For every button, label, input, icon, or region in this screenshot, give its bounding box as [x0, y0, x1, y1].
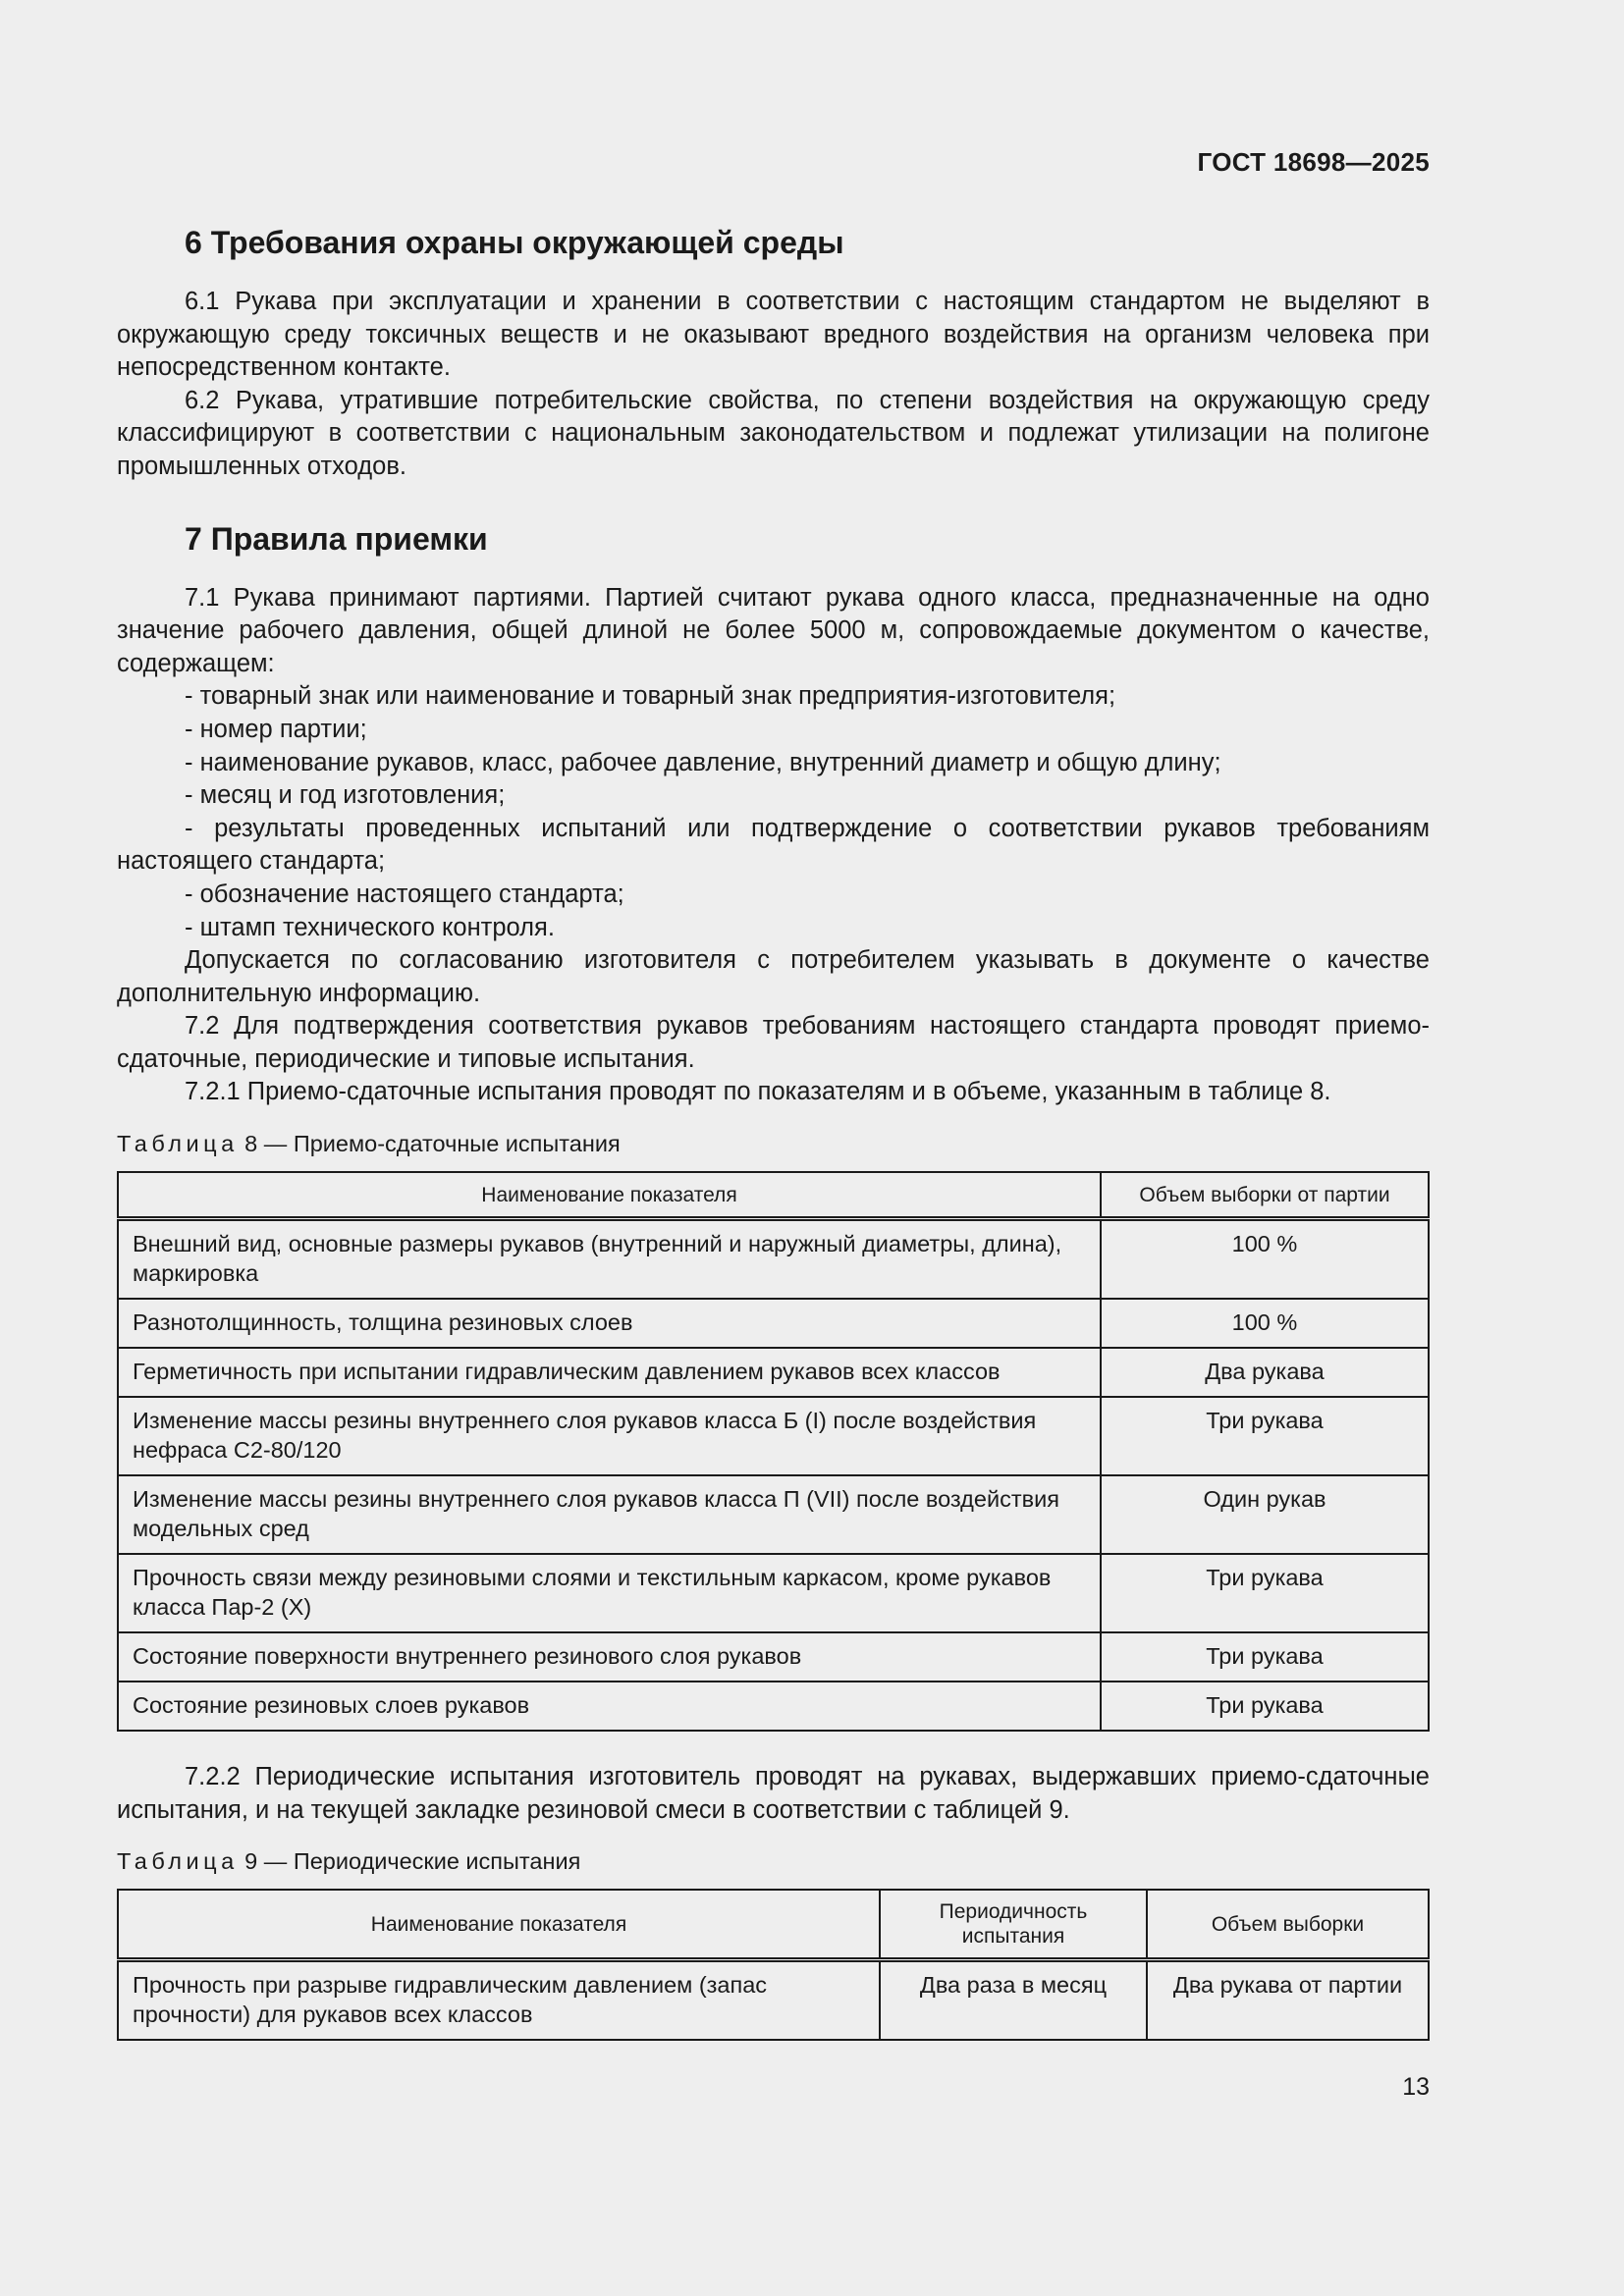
cell-indicator: Внешний вид, основные размеры рукавов (внутренний и наружный диаметры, длина), маркировка	[118, 1219, 1101, 1300]
table-row	[118, 1960, 1429, 2041]
section-7-title: 7 Правила приемки	[185, 520, 488, 557]
table-row	[118, 1475, 1429, 1554]
cell-indicator: Разнотолщинность, толщина резиновых слоев	[118, 1299, 1101, 1348]
list-item: - результаты проведенных испытаний или подтверждение о соответствии рукавов требованиям настоящего стандарта;	[117, 814, 1430, 876]
column-header-name: Наименование показателя	[118, 1172, 1101, 1219]
paragraph-7-1: 7.1 Рукава принимают партиями. Партией считают рукава одного класса, предназначенные на одно значение рабочего давления, общей длиной не более 5000 м, сопровождаемые документом о качестве, содержащем:	[117, 583, 1430, 677]
table-9-caption-word: Таблица	[117, 1848, 239, 1875]
paragraph-7-2: 7.2 Для подтверждения соответствия рукавов требованиям настоящего стандарта проводят приемо-сдаточные, периодические и типовые испытания.	[117, 1012, 1430, 1073]
table-9-caption-text: 9 — Периодические испытания	[238, 1848, 581, 1875]
column-header-name: Наименование показателя	[118, 1890, 880, 1960]
cell-sample: Три рукава	[1101, 1554, 1429, 1632]
table-row	[118, 1219, 1429, 1300]
list-item: - штамп технического контроля.	[185, 913, 555, 941]
quality-document-contents-list	[117, 680, 1430, 944]
cell-indicator: Прочность связи между резиновыми слоями и текстильным каркасом, кроме рукавов класса Пар-2 (X)	[118, 1554, 1101, 1632]
table-header-row	[118, 1890, 1429, 1960]
cell-indicator: Прочность при разрыве гидравлическим давлением (запас прочности) для рукавов всех классов	[118, 1960, 880, 2041]
cell-indicator: Состояние резиновых слоев рукавов	[118, 1682, 1101, 1731]
page-number: 13	[1402, 2073, 1430, 2101]
table-header-row	[118, 1172, 1429, 1219]
column-header-periodicity: Периодичность испытания	[880, 1890, 1147, 1960]
table-row	[118, 1348, 1429, 1397]
cell-periodicity: Два раза в месяц	[880, 1960, 1147, 2041]
table-8-caption-word: Таблица	[117, 1131, 239, 1157]
list-item: - товарный знак или наименование и товарный знак предприятия-изготовителя;	[185, 682, 1116, 711]
cell-indicator: Герметичность при испытании гидравлическим давлением рукавов всех классов	[118, 1348, 1101, 1397]
table-8-caption	[117, 1129, 1430, 1158]
table-9-caption	[117, 1846, 1430, 1876]
paragraph-allowed: Допускается по согласованию изготовителя с потребителем указывать в документе о качестве дополнительную информацию.	[117, 946, 1430, 1007]
table-8	[117, 1171, 1430, 1732]
cell-sample: Два рукава	[1101, 1348, 1429, 1397]
table-row	[118, 1682, 1429, 1731]
cell-sample: Два рукава от партии	[1147, 1960, 1429, 2041]
list-item: - обозначение настоящего стандарта;	[185, 880, 624, 908]
paragraph-6-1: 6.1 Рукава при эксплуатации и хранении в соответствии с настоящим стандартом не выделяют в окружающую среду токсичных веществ и не оказывают вредного воздействия на организм человека при непосредственном контакте.	[117, 288, 1430, 382]
paragraph-7-2-1: 7.2.1 Приемо-сдаточные испытания проводят по показателям и в объеме, указанным в таблице 8.	[185, 1078, 1331, 1106]
cell-sample: Один рукав	[1101, 1475, 1429, 1554]
list-item: - наименование рукавов, класс, рабочее давление, внутренний диаметр и общую длину;	[185, 748, 1221, 776]
column-header-sample: Объем выборки от партии	[1101, 1172, 1429, 1219]
list-item: - номер партии;	[185, 715, 367, 743]
table-row	[118, 1554, 1429, 1632]
cell-indicator: Состояние поверхности внутреннего резинового слоя рукавов	[118, 1632, 1101, 1682]
cell-sample: Три рукава	[1101, 1632, 1429, 1682]
table-9	[117, 1889, 1430, 2041]
cell-indicator: Изменение массы резины внутреннего слоя рукавов класса Б (I) после воздействия нефраса С2-80/120	[118, 1397, 1101, 1475]
paragraph-7-2-2: 7.2.2 Периодические испытания изготовитель проводят на рукавах, выдержавших приемо-сдаточные испытания, и на текущей закладке резиновой смеси в соответствии с таблицей 9.	[117, 1763, 1430, 1824]
table-row	[118, 1299, 1429, 1348]
column-header-sample: Объем выборки	[1147, 1890, 1429, 1960]
cell-sample: 100 %	[1101, 1299, 1429, 1348]
table-8-caption-text: 8 — Приемо-сдаточные испытания	[238, 1131, 621, 1157]
section-6-title: 6 Требования охраны окружающей среды	[185, 225, 844, 260]
page-content	[117, 221, 1430, 2041]
table-row	[118, 1632, 1429, 1682]
paragraph-6-2: 6.2 Рукава, утратившие потребительские свойства, по степени воздействия на окружающую среду классифицируют в соответствии с национальным законодательством и подлежат утилизации на полигоне промышленных отходов.	[117, 386, 1430, 480]
list-item: - месяц и год изготовления;	[185, 781, 506, 810]
cell-sample: Три рукава	[1101, 1682, 1429, 1731]
cell-sample: Три рукава	[1101, 1397, 1429, 1475]
table-row	[118, 1397, 1429, 1475]
cell-indicator: Изменение массы резины внутреннего слоя рукавов класса П (VII) после воздействия модельных сред	[118, 1475, 1101, 1554]
document-code: ГОСТ 18698—2025	[1197, 147, 1430, 177]
cell-sample: 100 %	[1101, 1219, 1429, 1300]
